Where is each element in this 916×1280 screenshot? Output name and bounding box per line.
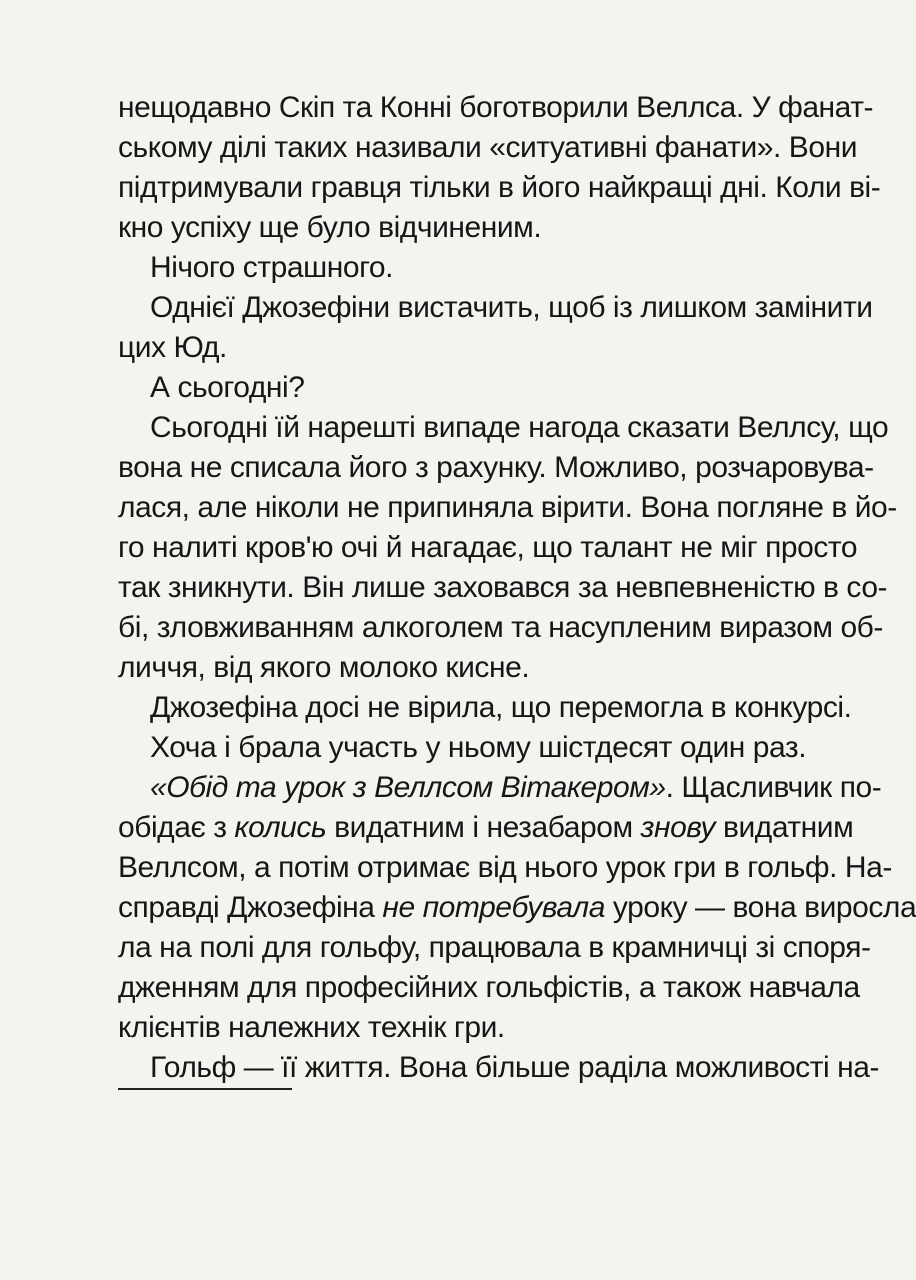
text-line: лася, але ніколи не припиняла вірити. Вона погляне в йо- [118, 491, 897, 524]
italic-text: не потребувала [382, 891, 606, 924]
text-line: ському ділі таких називали «ситуативні фанати». Вони [118, 131, 858, 164]
italic-text: знову [640, 811, 716, 844]
text-line: го налиті кров'ю очі й нагадає, що талант не міг просто [118, 531, 858, 564]
text-line: Хоча і брала участь у ньому шістдесят один раз. [150, 731, 807, 764]
text-line: личчя, від якого молоко кисне. [118, 651, 530, 684]
text-line: нещодавно Скіп та Конні боготворили Веллса. У фанат- [118, 91, 874, 124]
text-line: бі, зловживанням алкоголем та насупленим виразом об- [118, 611, 883, 644]
text-line: дженням для професійних гольфістів, а також навчала [118, 971, 860, 1004]
text-line: цих Юд. [118, 331, 227, 364]
text-line: А сьогодні? [150, 371, 305, 404]
italic-text: колись [234, 811, 327, 844]
text-line: Сьогодні їй нарешті випаде нагода сказати Веллсу, що [150, 411, 889, 444]
text-line: Веллсом, а потім отримає від нього урок гри в гольф. На- [118, 851, 892, 884]
text-line: Нічого страшного. [150, 251, 394, 284]
text-line: ла на полі для гольфу, працювала в крамничці зі споря- [118, 931, 871, 964]
text-line: так зникнути. Він лише заховався за невпевненістю в со- [118, 571, 888, 604]
text-line: вона не списала його з рахунку. Можливо, розчаровува- [118, 451, 874, 484]
text-line: підтримували гравця тільки в його найкращі дні. Коли ві- [118, 171, 881, 204]
text-line: Гольф — її життя. Вона більше раділа можливості на- [150, 1051, 880, 1084]
footnote-divider [118, 1088, 292, 1090]
text-line: Однієї Джозефіни вистачить, щоб із лишком замінити [150, 291, 873, 324]
text-line: обідає з колись видатним і незабаром знову видатним [118, 811, 854, 844]
text-line: справді Джозефіна не потребувала уроку — вона виросла [118, 891, 916, 924]
italic-text: «Обід та урок з Веллсом Вітакером» [150, 771, 666, 804]
text-line: кно успіху ще було відчиненим. [118, 211, 542, 244]
text-line: клієнтів належних технік гри. [118, 1011, 505, 1044]
text-line: «Обід та урок з Веллсом Вітакером». Щасливчик по- [150, 771, 882, 804]
text-line: Джозефіна досі не вірила, що перемогла в конкурсі. [150, 691, 852, 724]
